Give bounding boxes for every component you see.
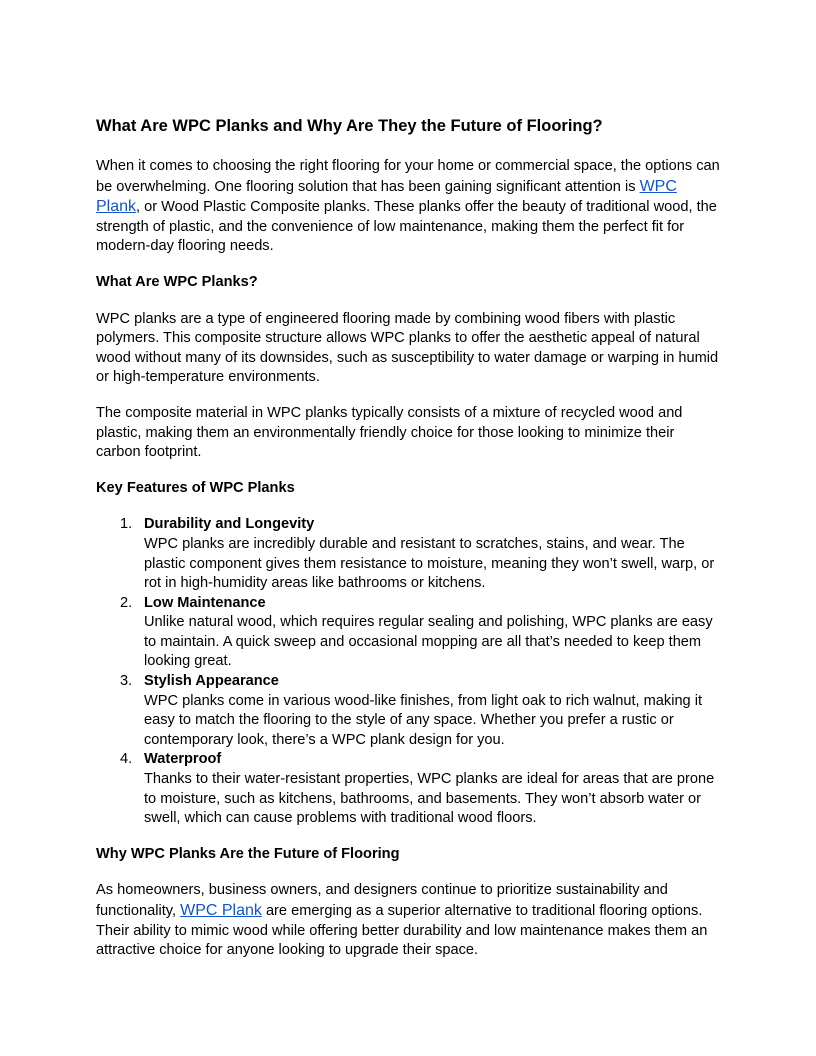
list-item-description: WPC planks are incredibly durable and resistant to scratches, stains, and wear. The plastic component gives them resistance to moisture, meaning they won’t swell, warp, or rot in high-humidity areas like bathrooms or kitchens.	[144, 535, 715, 592]
section1-paragraph-2: The composite material in WPC planks typically consists of a mixture of recycled wood and plastic, making them an environmentally friendly choice for those looking to minimize their carbon footprint.	[96, 404, 683, 461]
list-item	[96, 672, 722, 750]
intro-paragraph	[96, 157, 722, 257]
list-item-title: Waterproof	[144, 751, 222, 768]
list-item-description: WPC planks come in various wood-like finishes, from light oak to rich walnut, making it easy to match the flooring to the style of any space. Whether you prefer a rustic or contemporary look, there’s a WPC plank design for you.	[144, 692, 703, 748]
features-list	[96, 515, 722, 829]
list-item-number: 4.	[120, 751, 133, 768]
list-item-description: Thanks to their water-resistant properties, WPC planks are ideal for areas that are prone to moisture, such as kitchens, bathrooms, and basements. They won’t absorb water or swell, which can cause problems with traditional wood floors.	[144, 771, 715, 827]
list-item-number: 3.	[120, 673, 133, 690]
list-item	[96, 750, 722, 828]
section3-text-end: are emerging as a superior alternative to traditional flooring options. Their ability to mimic wood while offering better durability and low maintenance makes them an attractive choice for anyone looking to upgrade their space.	[96, 903, 708, 959]
wpc-plank-link-intro[interactable]: WPC Plank	[96, 177, 677, 216]
list-item-number: 2.	[120, 594, 133, 611]
list-item-title: Durability and Longevity	[144, 516, 315, 533]
page-title: What Are WPC Planks and Why Are They the Future of Flooring?	[96, 117, 603, 135]
list-item-title: Low Maintenance	[144, 594, 266, 611]
section-heading-key-features: Key Features of WPC Planks	[96, 479, 295, 496]
list-item-title: Stylish Appearance	[144, 673, 279, 690]
intro-text-start: When it comes to choosing the right flooring for your home or commercial space, the options can be overwhelming. One flooring solution that has been gaining significant attention is	[96, 158, 720, 195]
list-item-description: Unlike natural wood, which requires regular sealing and polishing, WPC planks are easy to maintain. A quick sweep and occasional mopping are all that’s needed to keep them looking great.	[144, 614, 713, 670]
list-item	[96, 594, 722, 672]
intro-text-end: , or Wood Plastic Composite planks. These planks offer the beauty of traditional wood, the strength of plastic, and the convenience of low maintenance, making them the perfect fit for modern-day flooring needs.	[96, 199, 717, 255]
section3-paragraph	[96, 881, 722, 960]
wpc-plank-link-future[interactable]: WPC Plank	[180, 902, 262, 919]
section1-paragraph-1: WPC planks are a type of engineered flooring made by combining wood fibers with plastic polymers. This composite structure allows WPC planks to offer the aesthetic appeal of natural wood without many of its downsides, such as susceptibility to water damage or warping in humid or high-temperature environments.	[96, 310, 719, 386]
document-page	[96, 113, 722, 977]
list-item-number: 1.	[120, 516, 133, 533]
section3-text-start: As homeowners, business owners, and designers continue to prioritize sustainability and functionality,	[96, 882, 668, 919]
section-heading-what-are: What Are WPC Planks?	[96, 273, 258, 290]
section-heading-future: Why WPC Planks Are the Future of Flooring	[96, 845, 400, 862]
list-item	[96, 515, 722, 593]
